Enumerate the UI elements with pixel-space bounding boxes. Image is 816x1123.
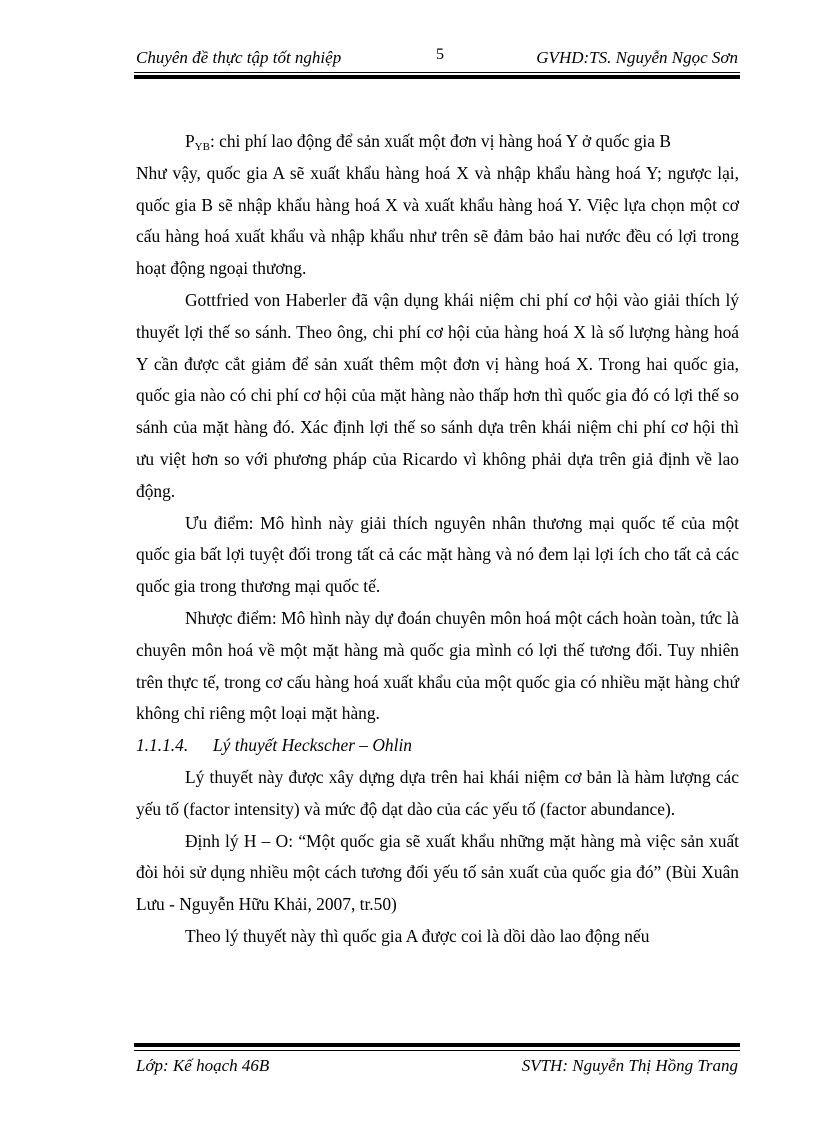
paragraph-trade-pattern: Như vậy, quốc gia A sẽ xuất khẩu hàng hoá X và nhập khẩu hàng hoá Y; ngược lại, quốc gia B sẽ nhập khẩu hàng hoá X và xuất khẩu hàng hoá Y. Việc lựa chọn một cơ cấu hàng hoá xuất khẩu và nhập khẩu như trên sẽ đảm bảo hai nước đều có lợi trong hoạt động ngoại thương.	[136, 162, 739, 279]
page-number: 5	[436, 46, 444, 63]
pyb-definition-text: : chi phí lao động để sản xuất một đơn vị hàng hoá Y ở quốc gia B	[209, 131, 671, 151]
paragraph-advantages: Ưu điểm: Mô hình này giải thích nguyên nhân thương mại quốc tế của một quốc gia bất lợi tuyệt đối trong tất cả các mặt hàng và nó đem lại lợi ích cho tất cả các quốc gia trong thương mại quốc tế.	[136, 512, 739, 597]
page-header	[134, 46, 740, 70]
paragraph-ho-theorem: Định lý H – O: “Một quốc gia sẽ xuất khẩu những mặt hàng mà việc sản xuất đòi hỏi sử dụng nhiều một cách tương đối yếu tố sản xuất của quốc gia đó” (Bùi Xuân Lưu - Nguyễn Hữu Khải, 2007, tr.50)	[136, 830, 739, 915]
header-rule-thin	[134, 72, 740, 73]
footer-class: Lớp: Kế hoạch 46B	[136, 1056, 270, 1075]
footer-student: SVTH: Nguyễn Thị Hồng Trang	[521, 1056, 738, 1075]
footer-rule-thin	[134, 1050, 740, 1051]
header-document-title: Chuyên đề thực tập tốt nghiệp	[136, 48, 342, 67]
footer-rule-thick	[134, 1043, 740, 1047]
section-title: Lý thuyết Heckscher – Ohlin	[213, 735, 412, 756]
symbol-p: P	[185, 131, 195, 151]
paragraph-haberler: Gottfried von Haberler đã vận dụng khái niệm chi phí cơ hội vào giải thích lý thuyết lợi thế so sánh. Theo ông, chi phí cơ hội của hàng hoá X là số lượng hàng hoá Y cần được cắt giảm để sản xuất thêm một đơn vị hàng hoá X. Trong hai quốc gia, quốc gia nào có chi phí cơ hội của mặt hàng nào thấp hơn thì quốc gia đó có lợi thế so sánh của mặt hàng đó. Xác định lợi thế so sánh dựa trên khái niệm chi phí cơ hội thì ưu việt hơn so với phương pháp của Ricardo vì không phải dựa trên giả định về lao động.	[136, 289, 739, 501]
document-body	[136, 126, 739, 953]
paragraph-ho-continuation: Theo lý thuyết này thì quốc gia A được coi là dồi dào lao động nếu	[185, 925, 650, 946]
section-heading	[136, 730, 739, 762]
paragraph-pyb-definition	[136, 126, 739, 158]
header-supervisor: GVHD:TS. Nguyễn Ngọc Sơn	[536, 48, 738, 67]
symbol-subscript-yb: YB	[194, 141, 210, 153]
paragraph-disadvantages: Nhược điểm: Mô hình này dự đoán chuyên môn hoá một cách hoàn toàn, tức là chuyên môn hoá về một mặt hàng mà quốc gia mình có lợi thế tương đối. Tuy nhiên trên thực tế, trong cơ cấu hàng hoá xuất khẩu của một quốc gia có nhiều mặt hàng chứ không chỉ riêng một loại mặt hàng.	[136, 607, 739, 724]
section-number: 1.1.1.4.	[136, 735, 189, 756]
paragraph-ho-concepts: Lý thuyết này được xây dựng dựa trên hai khái niệm cơ bản là hàm lượng các yếu tố (factor intensity) và mức độ dạt dào của các yếu tố (factor abundance).	[136, 766, 739, 819]
header-rule-thick	[134, 75, 740, 79]
page-footer	[134, 1054, 740, 1080]
